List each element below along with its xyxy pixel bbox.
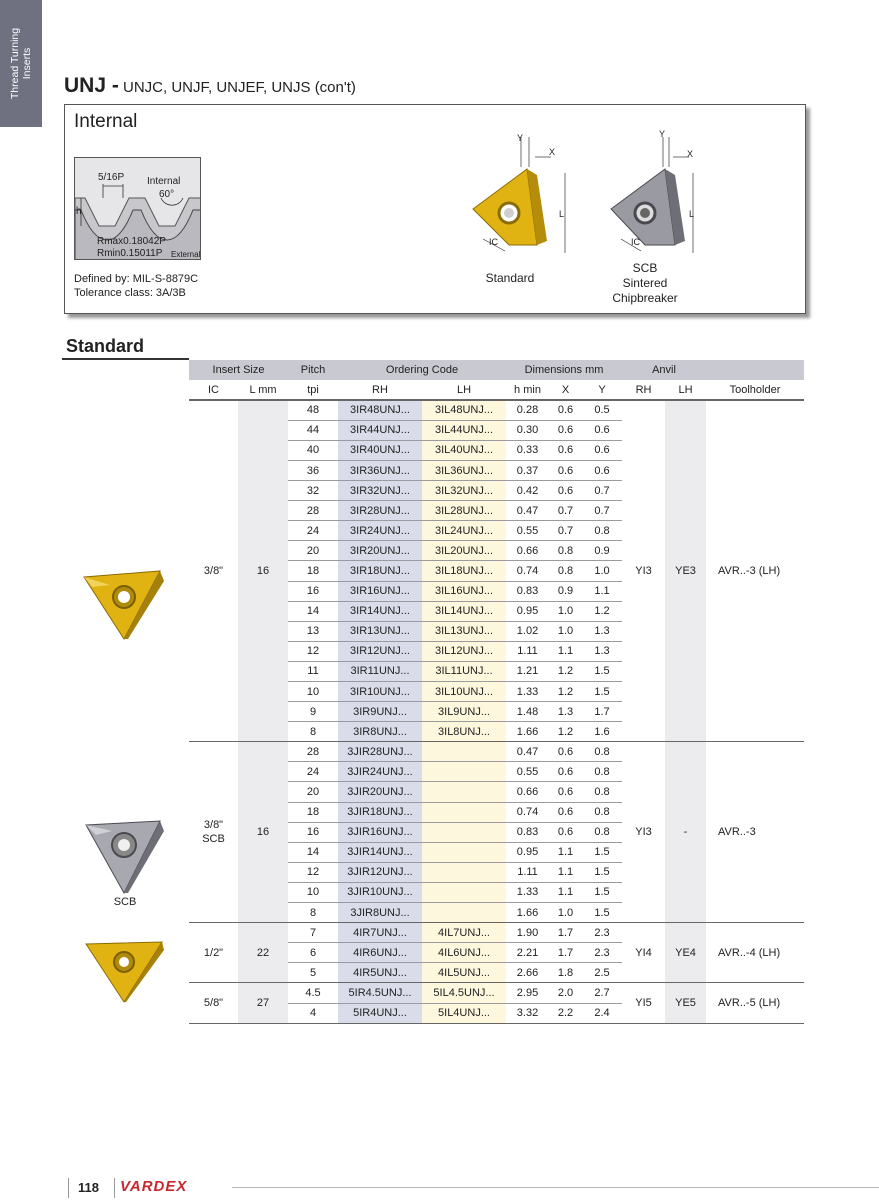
cell-y: 1.6 (582, 722, 622, 742)
cell-hmin: 0.47 (506, 742, 549, 762)
cell-x: 1.7 (549, 923, 582, 943)
cell-toolholder: AVR..-3 (706, 742, 804, 923)
cell-tpi: 14 (288, 842, 338, 862)
cell-ic: 3/8" SCB (189, 742, 238, 923)
cell-code-rh: 3JIR14UNJ... (338, 842, 422, 862)
header-hmin: h min (506, 380, 549, 400)
cell-hmin: 1.21 (506, 661, 549, 681)
cell-code-rh: 3IR12UNJ... (338, 641, 422, 661)
cell-y: 0.8 (582, 742, 622, 762)
vardex-logo: VARDEX (120, 1178, 188, 1195)
cell-x: 1.1 (549, 641, 582, 661)
table-header-row-1 (189, 360, 804, 380)
cell-code-rh: 3IR28UNJ... (338, 501, 422, 521)
scb-image-label: SCB (113, 896, 137, 908)
scb-x-label: X (687, 149, 694, 159)
header-y: Y (582, 380, 622, 400)
cell-hmin: 0.28 (506, 400, 549, 420)
header-toolholder: Toolholder (706, 380, 804, 400)
standard-insert-image-1-2 (82, 938, 166, 1009)
cell-code-rh: 4IR5UNJ... (338, 963, 422, 983)
cell-code-lh (422, 862, 506, 882)
header-lmm: L mm (238, 380, 288, 400)
cell-x: 0.6 (549, 802, 582, 822)
std-ic-label: IC (489, 237, 498, 247)
cell-code-rh: 4IR7UNJ... (338, 923, 422, 943)
cell-ic: 5/8" (189, 983, 238, 1023)
cell-code-lh: 3IL10UNJ... (422, 682, 506, 702)
cell-code-lh (422, 802, 506, 822)
cell-code-rh: 3IR36UNJ... (338, 460, 422, 480)
standard-insert-figure (465, 127, 575, 257)
header-x: X (549, 380, 582, 400)
cell-x: 0.6 (549, 742, 582, 762)
cell-hmin: 0.42 (506, 481, 549, 501)
cell-code-lh: 3IL28UNJ... (422, 501, 506, 521)
header-dimensions: Dimensions mm (506, 360, 622, 380)
page-title (64, 74, 356, 98)
cell-tpi: 24 (288, 521, 338, 541)
cell-x: 0.6 (549, 782, 582, 802)
cell-hmin: 1.66 (506, 722, 549, 742)
page-number: 118 (78, 1180, 99, 1195)
cell-x: 2.2 (549, 1003, 582, 1023)
cell-y: 1.5 (582, 882, 622, 902)
cell-x: 0.8 (549, 541, 582, 561)
cell-x: 1.1 (549, 862, 582, 882)
scb-y-label: Y (659, 129, 666, 139)
cell-code-rh: 5IR4UNJ... (338, 1003, 422, 1023)
cell-code-rh: 3JIR12UNJ... (338, 862, 422, 882)
standard-insert-image-3-8 (80, 567, 166, 646)
std-x-label: X (549, 147, 556, 157)
cell-code-rh: 3IR40UNJ... (338, 440, 422, 460)
header-ic: IC (189, 380, 238, 400)
cell-toolholder: AVR..-3 (LH) (706, 400, 804, 742)
cell-y: 2.4 (582, 1003, 622, 1023)
cell-y: 1.3 (582, 641, 622, 661)
cell-toolholder: AVR..-5 (LH) (706, 983, 804, 1023)
cell-y: 0.8 (582, 822, 622, 842)
cell-hmin: 1.48 (506, 702, 549, 722)
cell-code-lh: 3IL48UNJ... (422, 400, 506, 420)
table-body (189, 400, 804, 1023)
section-title: Standard (66, 336, 145, 356)
cell-hmin: 1.33 (506, 682, 549, 702)
cell-y: 1.5 (582, 903, 622, 923)
cell-x: 0.6 (549, 762, 582, 782)
cell-hmin: 1.90 (506, 923, 549, 943)
cell-x: 1.3 (549, 702, 582, 722)
cell-hmin: 2.21 (506, 943, 549, 963)
page-title-sub: UNJC, UNJF, UNJEF, UNJS (con't) (123, 79, 356, 96)
cell-y: 0.6 (582, 460, 622, 480)
cell-code-rh: 3IR8UNJ... (338, 722, 422, 742)
section-underline (62, 358, 189, 360)
cell-code-rh: 3IR16UNJ... (338, 581, 422, 601)
cell-tpi: 11 (288, 661, 338, 681)
cell-code-rh: 4IR6UNJ... (338, 943, 422, 963)
cell-tpi: 5 (288, 963, 338, 983)
cell-tpi: 4 (288, 1003, 338, 1023)
cell-y: 1.2 (582, 601, 622, 621)
cell-tpi: 32 (288, 481, 338, 501)
cell-x: 1.2 (549, 682, 582, 702)
cell-lmm: 16 (238, 400, 288, 742)
cell-code-lh (422, 782, 506, 802)
tolerance-class: Tolerance class: 3A/3B (74, 287, 186, 299)
cell-code-lh (422, 742, 506, 762)
cell-code-lh: 3IL44UNJ... (422, 420, 506, 440)
cell-code-lh (422, 903, 506, 923)
cell-hmin: 2.95 (506, 983, 549, 1003)
cell-tpi: 48 (288, 400, 338, 420)
cell-code-rh: 3IR24UNJ... (338, 521, 422, 541)
cell-tpi: 8 (288, 722, 338, 742)
header-lh: LH (422, 380, 506, 400)
cell-x: 2.0 (549, 983, 582, 1003)
cell-code-lh: 3IL36UNJ... (422, 460, 506, 480)
cell-code-lh: 3IL18UNJ... (422, 561, 506, 581)
cell-code-rh: 3JIR28UNJ... (338, 742, 422, 762)
cell-hmin: 0.47 (506, 501, 549, 521)
cell-hmin: 1.11 (506, 862, 549, 882)
cell-tpi: 28 (288, 742, 338, 762)
cell-hmin: 0.55 (506, 762, 549, 782)
definition-text (74, 272, 198, 300)
cell-hmin: 1.11 (506, 641, 549, 661)
diagram-rmin: Rmin0.15011P (97, 248, 163, 259)
internal-title: Internal (74, 111, 138, 132)
cell-tpi: 20 (288, 541, 338, 561)
diagram-external-label: External (171, 250, 201, 259)
cell-y: 2.5 (582, 963, 622, 983)
cell-code-rh: 5IR4.5UNJ... (338, 983, 422, 1003)
cell-x: 1.1 (549, 842, 582, 862)
cell-code-lh: 3IL9UNJ... (422, 702, 506, 722)
cell-x: 0.9 (549, 581, 582, 601)
cell-y: 1.1 (582, 581, 622, 601)
cell-y: 0.8 (582, 802, 622, 822)
cell-anvil-lh: - (665, 742, 706, 923)
cell-tpi: 28 (288, 501, 338, 521)
cell-hmin: 0.55 (506, 521, 549, 541)
cell-x: 0.6 (549, 481, 582, 501)
defined-by: Defined by: MIL-S-8879C (74, 273, 199, 285)
cell-y: 0.7 (582, 501, 622, 521)
table-row (189, 400, 804, 420)
diagram-rmax: Rmax0.18042P (97, 236, 166, 247)
cell-tpi: 14 (288, 601, 338, 621)
cell-code-rh: 3JIR24UNJ... (338, 762, 422, 782)
cell-x: 1.0 (549, 903, 582, 923)
scb-caption-line1: SCB (632, 261, 658, 275)
standard-caption: Standard (485, 271, 535, 285)
cell-code-lh: 4IL5UNJ... (422, 963, 506, 983)
cell-tpi: 12 (288, 862, 338, 882)
cell-y: 0.9 (582, 541, 622, 561)
cell-x: 0.6 (549, 420, 582, 440)
diagram-angle-label: 60° (159, 189, 175, 200)
cell-code-rh: 3JIR18UNJ... (338, 802, 422, 822)
cell-lmm: 27 (238, 983, 288, 1023)
cell-x: 1.8 (549, 963, 582, 983)
cell-tpi: 24 (288, 762, 338, 782)
cell-code-lh: 5IL4UNJ... (422, 1003, 506, 1023)
cell-lmm: 16 (238, 742, 288, 923)
cell-code-lh: 3IL40UNJ... (422, 440, 506, 460)
cell-x: 1.2 (549, 722, 582, 742)
thread-profile-diagram (74, 157, 201, 260)
cell-hmin: 0.66 (506, 541, 549, 561)
cell-code-rh: 3JIR10UNJ... (338, 882, 422, 902)
cell-y: 1.5 (582, 661, 622, 681)
cell-hmin: 3.32 (506, 1003, 549, 1023)
cell-y: 1.7 (582, 702, 622, 722)
cell-code-lh: 5IL4.5UNJ... (422, 983, 506, 1003)
header-anvil-rh: RH (622, 380, 665, 400)
cell-code-rh: 3IR44UNJ... (338, 420, 422, 440)
cell-x: 1.2 (549, 661, 582, 681)
header-rh: RH (338, 380, 422, 400)
cell-y: 0.7 (582, 481, 622, 501)
cell-tpi: 20 (288, 782, 338, 802)
page-title-main: UNJ - (64, 74, 119, 97)
cell-tpi: 10 (288, 682, 338, 702)
cell-anvil-lh: YE3 (665, 400, 706, 742)
scb-caption-line3: Chipbreaker (612, 291, 678, 305)
cell-anvil-rh: YI3 (622, 742, 665, 923)
cell-x: 1.7 (549, 943, 582, 963)
cell-code-rh: 3IR11UNJ... (338, 661, 422, 681)
cell-code-rh: 3IR20UNJ... (338, 541, 422, 561)
side-category-tab (0, 0, 42, 127)
cell-hmin: 2.66 (506, 963, 549, 983)
cell-x: 0.6 (549, 440, 582, 460)
cell-tpi: 44 (288, 420, 338, 440)
cell-anvil-lh: YE5 (665, 983, 706, 1023)
cell-anvil-rh: YI3 (622, 400, 665, 742)
ordering-table (189, 360, 804, 1024)
cell-code-lh (422, 822, 506, 842)
cell-x: 0.6 (549, 400, 582, 420)
header-anvil: Anvil (622, 360, 706, 380)
table-row (189, 923, 804, 943)
cell-code-lh: 3IL11UNJ... (422, 661, 506, 681)
cell-y: 0.5 (582, 400, 622, 420)
cell-x: 0.6 (549, 822, 582, 842)
cell-hmin: 0.74 (506, 802, 549, 822)
cell-anvil-rh: YI5 (622, 983, 665, 1023)
cell-y: 0.8 (582, 521, 622, 541)
cell-tpi: 13 (288, 621, 338, 641)
cell-code-lh: 3IL24UNJ... (422, 521, 506, 541)
cell-x: 1.1 (549, 882, 582, 902)
cell-code-lh: 3IL13UNJ... (422, 621, 506, 641)
cell-code-lh: 4IL7UNJ... (422, 923, 506, 943)
cell-hmin: 0.30 (506, 420, 549, 440)
cell-x: 0.7 (549, 501, 582, 521)
header-anvil-lh: LH (665, 380, 706, 400)
cell-code-lh: 3IL8UNJ... (422, 722, 506, 742)
cell-code-lh: 4IL6UNJ... (422, 943, 506, 963)
footer-divider-2 (114, 1178, 115, 1198)
cell-anvil-lh: YE4 (665, 923, 706, 983)
table-row (189, 983, 804, 1003)
cell-y: 1.3 (582, 621, 622, 641)
cell-code-lh: 3IL12UNJ... (422, 641, 506, 661)
cell-code-rh: 3IR32UNJ... (338, 481, 422, 501)
cell-code-rh: 3IR14UNJ... (338, 601, 422, 621)
header-blank (706, 360, 804, 380)
cell-hmin: 0.74 (506, 561, 549, 581)
cell-code-lh (422, 842, 506, 862)
footer-rule (232, 1187, 879, 1188)
cell-code-rh: 3IR48UNJ... (338, 400, 422, 420)
cell-tpi: 40 (288, 440, 338, 460)
cell-anvil-rh: YI4 (622, 923, 665, 983)
cell-code-rh: 3JIR8UNJ... (338, 903, 422, 923)
internal-profile-panel (64, 104, 806, 314)
cell-x: 0.8 (549, 561, 582, 581)
cell-hmin: 0.66 (506, 782, 549, 802)
diagram-h-label: h (76, 206, 82, 217)
cell-code-rh: 3IR9UNJ... (338, 702, 422, 722)
cell-y: 0.8 (582, 762, 622, 782)
cell-y: 0.6 (582, 440, 622, 460)
cell-code-rh: 3IR18UNJ... (338, 561, 422, 581)
header-insert-size: Insert Size (189, 360, 288, 380)
scb-l-label: L (689, 209, 695, 219)
cell-hmin: 0.83 (506, 581, 549, 601)
cell-tpi: 10 (288, 882, 338, 902)
cell-code-lh: 3IL16UNJ... (422, 581, 506, 601)
cell-code-rh: 3JIR16UNJ... (338, 822, 422, 842)
cell-code-lh: 3IL14UNJ... (422, 601, 506, 621)
cell-code-lh: 3IL32UNJ... (422, 481, 506, 501)
scb-caption-line2: Sintered (622, 276, 668, 290)
cell-tpi: 4.5 (288, 983, 338, 1003)
cell-hmin: 0.95 (506, 842, 549, 862)
cell-ic: 3/8" (189, 400, 238, 742)
cell-toolholder: AVR..-4 (LH) (706, 923, 804, 983)
diagram-p-label: 5/16P (98, 172, 125, 183)
cell-tpi: 7 (288, 923, 338, 943)
table-header-row-2 (189, 380, 804, 400)
cell-tpi: 16 (288, 822, 338, 842)
cell-tpi: 18 (288, 802, 338, 822)
cell-y: 0.8 (582, 782, 622, 802)
cell-tpi: 16 (288, 581, 338, 601)
cell-ic: 1/2" (189, 923, 238, 983)
cell-x: 0.7 (549, 521, 582, 541)
cell-hmin: 1.66 (506, 903, 549, 923)
std-l-label: L (559, 209, 565, 219)
cell-y: 1.0 (582, 561, 622, 581)
scb-ic-label: IC (631, 237, 640, 247)
cell-code-lh (422, 762, 506, 782)
cell-tpi: 12 (288, 641, 338, 661)
table-row (189, 742, 804, 762)
header-pitch: Pitch (288, 360, 338, 380)
cell-code-lh: 3IL20UNJ... (422, 541, 506, 561)
cell-tpi: 9 (288, 702, 338, 722)
header-ordering-code: Ordering Code (338, 360, 506, 380)
std-y-label: Y (517, 133, 524, 143)
side-tab-line2: Inserts (21, 47, 33, 80)
cell-code-rh: 3IR13UNJ... (338, 621, 422, 641)
cell-code-rh: 3JIR20UNJ... (338, 782, 422, 802)
cell-code-lh (422, 882, 506, 902)
cell-y: 1.5 (582, 682, 622, 702)
diagram-internal-label: Internal (147, 176, 181, 187)
cell-code-rh: 3IR10UNJ... (338, 682, 422, 702)
cell-hmin: 0.37 (506, 460, 549, 480)
cell-y: 1.5 (582, 862, 622, 882)
scb-caption (600, 261, 690, 306)
header-tpi: tpi (288, 380, 338, 400)
scb-insert-image (82, 817, 166, 900)
cell-y: 0.6 (582, 420, 622, 440)
cell-y: 2.7 (582, 983, 622, 1003)
cell-hmin: 0.95 (506, 601, 549, 621)
cell-hmin: 0.33 (506, 440, 549, 460)
cell-x: 0.6 (549, 460, 582, 480)
cell-lmm: 22 (238, 923, 288, 983)
cell-y: 2.3 (582, 923, 622, 943)
cell-hmin: 1.02 (506, 621, 549, 641)
footer-divider (68, 1178, 69, 1198)
cell-hmin: 1.33 (506, 882, 549, 902)
cell-tpi: 8 (288, 903, 338, 923)
cell-tpi: 18 (288, 561, 338, 581)
side-tab-line1: Thread Turning (9, 27, 21, 100)
cell-hmin: 0.83 (506, 822, 549, 842)
cell-x: 1.0 (549, 601, 582, 621)
scb-insert-figure (605, 127, 705, 257)
cell-tpi: 6 (288, 943, 338, 963)
cell-y: 2.3 (582, 943, 622, 963)
cell-y: 1.5 (582, 842, 622, 862)
cell-x: 1.0 (549, 621, 582, 641)
cell-tpi: 36 (288, 460, 338, 480)
